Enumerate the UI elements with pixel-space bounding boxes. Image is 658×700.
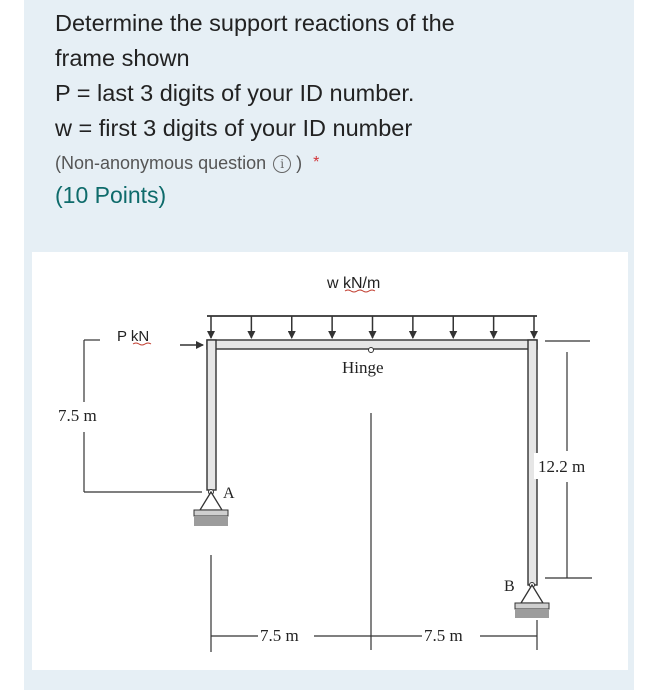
- hinge-icon: [369, 348, 374, 353]
- hinge-label: Hinge: [342, 358, 384, 377]
- frame-figure: [32, 252, 628, 670]
- question-line-1: Determine the support reactions of the: [55, 10, 455, 36]
- right-height-label: 12.2 m: [538, 457, 586, 476]
- question-line-3: P = last 3 digits of your ID number.: [55, 80, 415, 106]
- question-line-2: frame shown: [55, 45, 190, 71]
- left-column: [207, 340, 216, 490]
- distributed-load-arrows: [211, 316, 534, 338]
- non-anonymous-label: (Non-anonymous question: [55, 153, 267, 173]
- non-anonymous-close: ): [296, 153, 303, 173]
- span-left-label: 7.5 m: [260, 626, 299, 645]
- points-label: (10 Points): [55, 182, 167, 208]
- left-height-label: 7.5 m: [58, 406, 97, 425]
- pin-support-b-icon: [515, 583, 549, 619]
- question-line-4: w = first 3 digits of your ID number: [55, 115, 413, 141]
- info-icon[interactable]: i: [273, 155, 291, 173]
- required-marker: *: [313, 154, 320, 171]
- distributed-load-label: w kN/m: [327, 275, 381, 292]
- support-a-label: A: [223, 485, 235, 502]
- support-b-label: B: [504, 578, 515, 595]
- point-load-label: P kN: [117, 328, 150, 345]
- span-right-label: 7.5 m: [424, 626, 463, 645]
